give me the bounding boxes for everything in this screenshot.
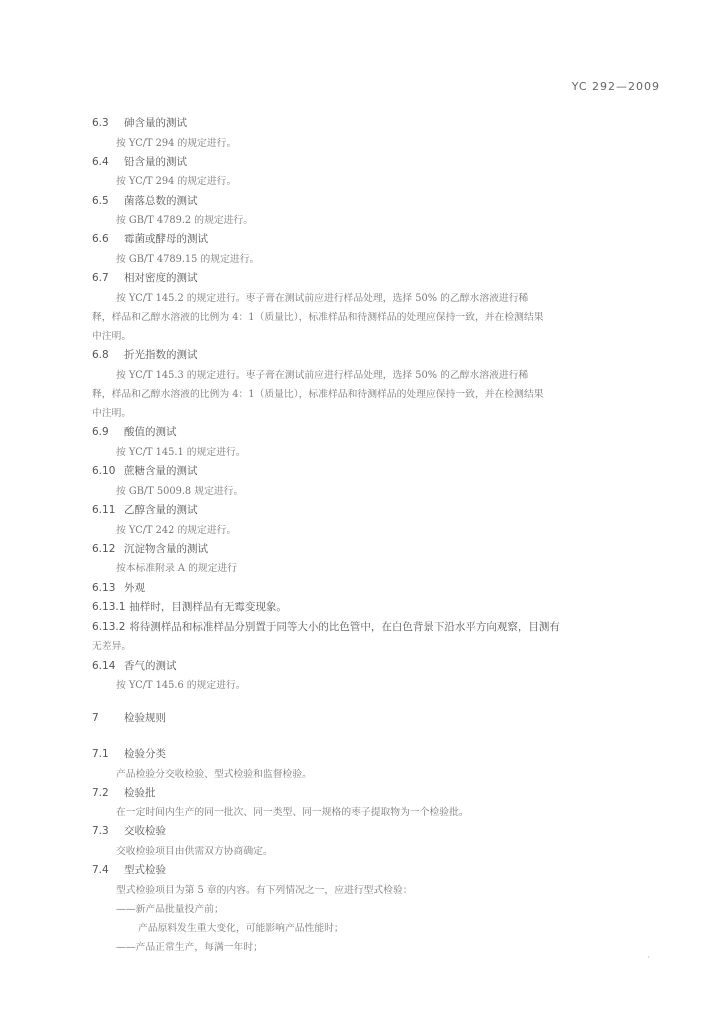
section-title: 检验批 xyxy=(124,786,156,799)
section-heading xyxy=(92,598,659,618)
section-heading xyxy=(92,618,659,638)
section-heading xyxy=(92,346,659,366)
paragraph-line: 型式检验项目为第 5 章的内容。有下列情况之一，应进行型式检验： xyxy=(116,884,413,896)
section-title: 蔗糖含量的测试 xyxy=(124,465,198,478)
section-heading xyxy=(92,861,659,881)
section-title: 霉菌或酵母的测试 xyxy=(124,233,208,246)
paragraph-line: 释，样品和乙醇水溶液的比例为 4：1（质量比），标准样品和待测样品的处理应保持一致，并在检测结果 xyxy=(92,311,544,323)
section-number: 6.12 xyxy=(92,542,116,555)
section-title: 乙醇含量的测试 xyxy=(124,504,198,516)
paragraph-line: ——产品正常生产，每满一年时； xyxy=(116,942,263,954)
section-title: 将待测样品和标准样品分别置于同等大小的比色管中，在白色背景下沿水平方向观察，目测有 xyxy=(129,620,560,633)
section-heading xyxy=(92,230,659,250)
section-heading xyxy=(92,709,659,729)
section-heading xyxy=(92,153,659,173)
paragraph-line: ——新产品批量投产前； xyxy=(116,904,224,916)
section-heading xyxy=(92,501,659,521)
section-number: 6.4 xyxy=(92,155,109,168)
section-title: 抽样时，目测样品有无霉变现象。 xyxy=(129,601,287,614)
section-title: 折光指数的测试 xyxy=(124,349,198,362)
paragraph-line: 按 YC/T 145.1 的规定进行。 xyxy=(116,447,246,459)
section-number: 7.2 xyxy=(92,786,109,799)
section-number: 6.14 xyxy=(92,659,116,672)
paragraph-line: 产品原料发生重大变化，可能影响产品性能时； xyxy=(138,923,344,935)
section-title: 检验分类 xyxy=(124,747,166,760)
section-heading xyxy=(92,540,659,560)
section-heading xyxy=(92,114,659,134)
section-number: 6.8 xyxy=(92,349,109,362)
section-heading xyxy=(92,423,659,443)
paragraph-line: 按 YC/T 242 的规定进行。 xyxy=(116,524,237,536)
section-title: 酸值的测试 xyxy=(124,426,177,439)
paragraph-line: 按 GB/T 4789.15 的规定进行。 xyxy=(116,253,260,265)
section-title: 菌落总数的测试 xyxy=(124,194,198,207)
footer-mark: · xyxy=(647,953,650,962)
paragraph-line: 产品检验分交收检验、型式检验和监督检验。 xyxy=(116,768,312,780)
section-heading xyxy=(92,269,659,289)
paragraph-line: 按 YC/T 294 的规定进行。 xyxy=(116,137,237,149)
paragraph-line: 中注明。 xyxy=(92,408,132,420)
section-heading xyxy=(92,462,659,482)
paragraph-line: 无差异。 xyxy=(92,641,132,653)
section-number: 7.3 xyxy=(92,825,109,838)
section-number: 6.13.1 xyxy=(92,601,126,614)
section-heading xyxy=(92,579,659,599)
paragraph-line: 按 YC/T 145.2 的规定进行。枣子膏在测试前应进行样品处理，选择 50% 的乙醇水溶液进行稀 xyxy=(116,292,529,304)
section-number: 6.10 xyxy=(92,465,116,478)
section-title: 沉淀物含量的测试 xyxy=(124,542,208,555)
section-number: 6.11 xyxy=(92,504,116,516)
section-title: 检验规则 xyxy=(124,712,166,725)
paragraph-line: 交收检验项目由供需双方协商确定。 xyxy=(116,846,273,858)
paragraph-line: 按本标准附录 A 的规定进行 xyxy=(116,563,238,575)
section-number: 6.9 xyxy=(92,426,109,439)
section-title: 交收检验 xyxy=(124,825,166,838)
section-heading xyxy=(92,745,659,765)
paragraph-line: 按 GB/T 4789.2 的规定进行。 xyxy=(116,215,254,227)
paragraph-line: 中注明。 xyxy=(92,331,132,343)
section-number: 6.13 xyxy=(92,581,116,594)
section-heading xyxy=(92,657,659,677)
section-number: 6.3 xyxy=(92,117,109,129)
section-number: 6.7 xyxy=(92,272,109,285)
paragraph-line: 按 YC/T 145.6 的规定进行。 xyxy=(116,680,246,692)
section-number: 7.1 xyxy=(92,747,109,760)
section-title: 相对密度的测试 xyxy=(124,272,198,285)
section-title: 型式检验 xyxy=(124,864,166,877)
section-number: 7.4 xyxy=(92,864,109,877)
section-heading xyxy=(92,784,659,804)
section-title: 铅含量的测试 xyxy=(124,155,187,168)
section-title: 砷含量的测试 xyxy=(124,117,187,129)
paragraph-line: 按 YC/T 145.3 的规定进行。枣子膏在测试前应进行样品处理，选择 50% 的乙醇水溶液进行稀 xyxy=(116,369,529,381)
paragraph-line: 释，样品和乙醇水溶液的比例为 4：1（质量比），标准样品和待测样品的处理应保持一致，并在检测结果 xyxy=(92,389,544,401)
section-number: 6.13.2 xyxy=(92,620,126,633)
section-number: 6.6 xyxy=(92,233,109,246)
paragraph-line: 在一定时间内生产的同一批次、同一类型、同一规格的枣子提取物为一个检验批。 xyxy=(116,807,469,819)
section-title: 外观 xyxy=(124,581,145,594)
section-heading xyxy=(92,192,659,212)
section-title: 香气的测试 xyxy=(124,659,177,672)
section-heading xyxy=(92,822,659,842)
paragraph-line: 按 YC/T 294 的规定进行。 xyxy=(116,176,237,188)
document-body xyxy=(92,114,659,958)
standard-code: YC 292—2009 xyxy=(571,80,660,93)
section-number: 7 xyxy=(92,712,99,725)
section-number: 6.5 xyxy=(92,194,109,207)
paragraph-line: 按 GB/T 5009.8 规定进行。 xyxy=(116,485,244,497)
